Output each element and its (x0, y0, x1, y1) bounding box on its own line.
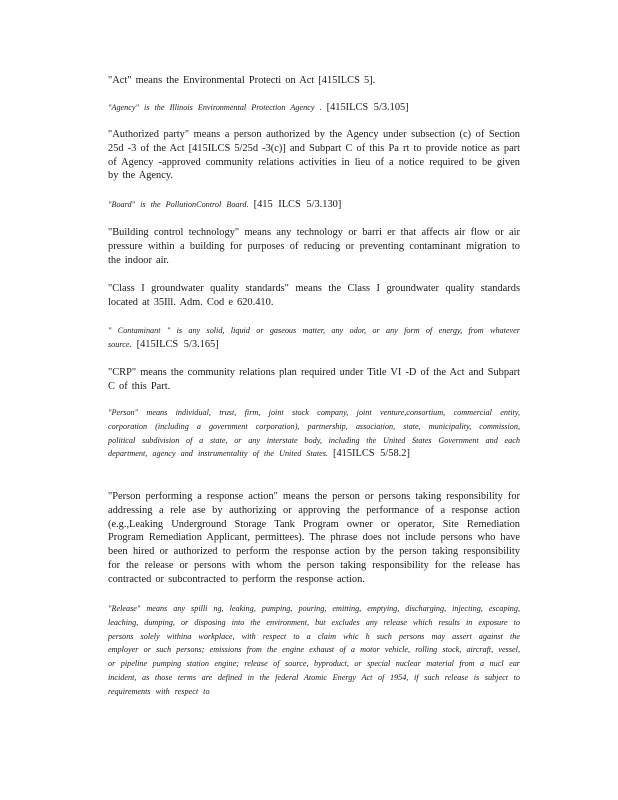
definition-text: "Act" means the Environmental Protecti on Act [415ILCS 5]. (108, 75, 376, 86)
definition-contaminant (108, 324, 520, 352)
definition-text: "Person performing a response action" means the person or persons taking responsibility for addressing a rele ase by authorizing or approving the performance of a response action (e.g.,Leaking Underground Storage Tank Program owner or operator, Site Remediation Program Remediation Applicant, permittees). The phrase does not include persons who have been hired or authorized to perform the response action by the person taking responsibility for the release or persons with whom the person taking responsibility for the release has contracted or subcontracted to perform the response action. (108, 491, 520, 585)
definition-text: "Building control technology" means any technology or barri er that affects air flow or air pressure within a building for purposes of reducing or preventing contaminant migration to the indoor air. (108, 227, 520, 266)
definition-release (108, 602, 520, 699)
definition-act (108, 74, 520, 88)
definition-text: "Class I groundwater quality standards" means the Class I groundwater quality standards located at 35Ill. Adm. Cod e 620.410. (108, 283, 520, 308)
definition-person-performing-response-action (108, 490, 520, 587)
statute-citation: [415 ILCS 5/3.130] (253, 199, 342, 210)
definition-class-i-groundwater (108, 282, 520, 310)
definition-board (108, 198, 520, 212)
statute-citation: [415ILCS 5/58.2] (333, 448, 410, 460)
definition-italic-text: "Release" means any spilli ng, leaking, pumping, pouring, emitting, emptying, discharging, injecting, escaping, leaching, dumping, or disposing into the environment, but excludes any release which results in exposure to persons solely withina workplace, with respect to a claim whic h such persons may assert against the employer or such persons; emissions from the engine exhaust of a motor vehicle, rolling stock, aircraft, vessel, or pipeline pumping station engine; release of source, byproduct, or special nuclear material from a nucl ear incident, as those terms are defined in the federal Atomic Energy Act of 1954, if such release is subject to requirements with respect to (108, 604, 520, 696)
definition-text: "Authorized party" means a person authorized by the Agency under subsection (c) of Section 25d -3 of the Act [415ILCS 5/25d -3(c)] and Subpart C of this Pa rt to provide notice as part of Agency -approved community relations activities in lieu of a notice required to be given by the Agency. (108, 129, 520, 182)
definition-italic-text: "Board" is the PollutionControl Board. (108, 200, 249, 209)
statute-citation: [415ILCS 5/3.165] (136, 338, 219, 350)
definition-italic-text: " Contaminant " is any solid, liquid or gaseous matter, any odor, or any form of energy, from whatever source. (108, 326, 520, 349)
definition-italic-text: "Agency" is the Illinois Environmental Protection Agency . (108, 103, 322, 112)
definition-crp (108, 366, 520, 394)
definition-agency (108, 101, 520, 115)
definition-building-control-technology (108, 226, 520, 267)
definition-italic-text: "Person" means individual, trust, firm, joint stock company, joint venture,consortium, commercial entity, corporation (including a government corporation), partnership, association, state, municipality, commission, political subdivision of a state, or any interstate body, including the United States Government and each department, agency and instrumentality of the United States. (108, 408, 520, 459)
statute-citation: [415ILCS 5/3.105] (326, 102, 409, 113)
definition-person (108, 406, 520, 461)
definition-authorized-party (108, 128, 520, 183)
definition-text: "CRP" means the community relations plan required under Title VI -D of the Act and Subpart C of this Part. (108, 367, 521, 392)
